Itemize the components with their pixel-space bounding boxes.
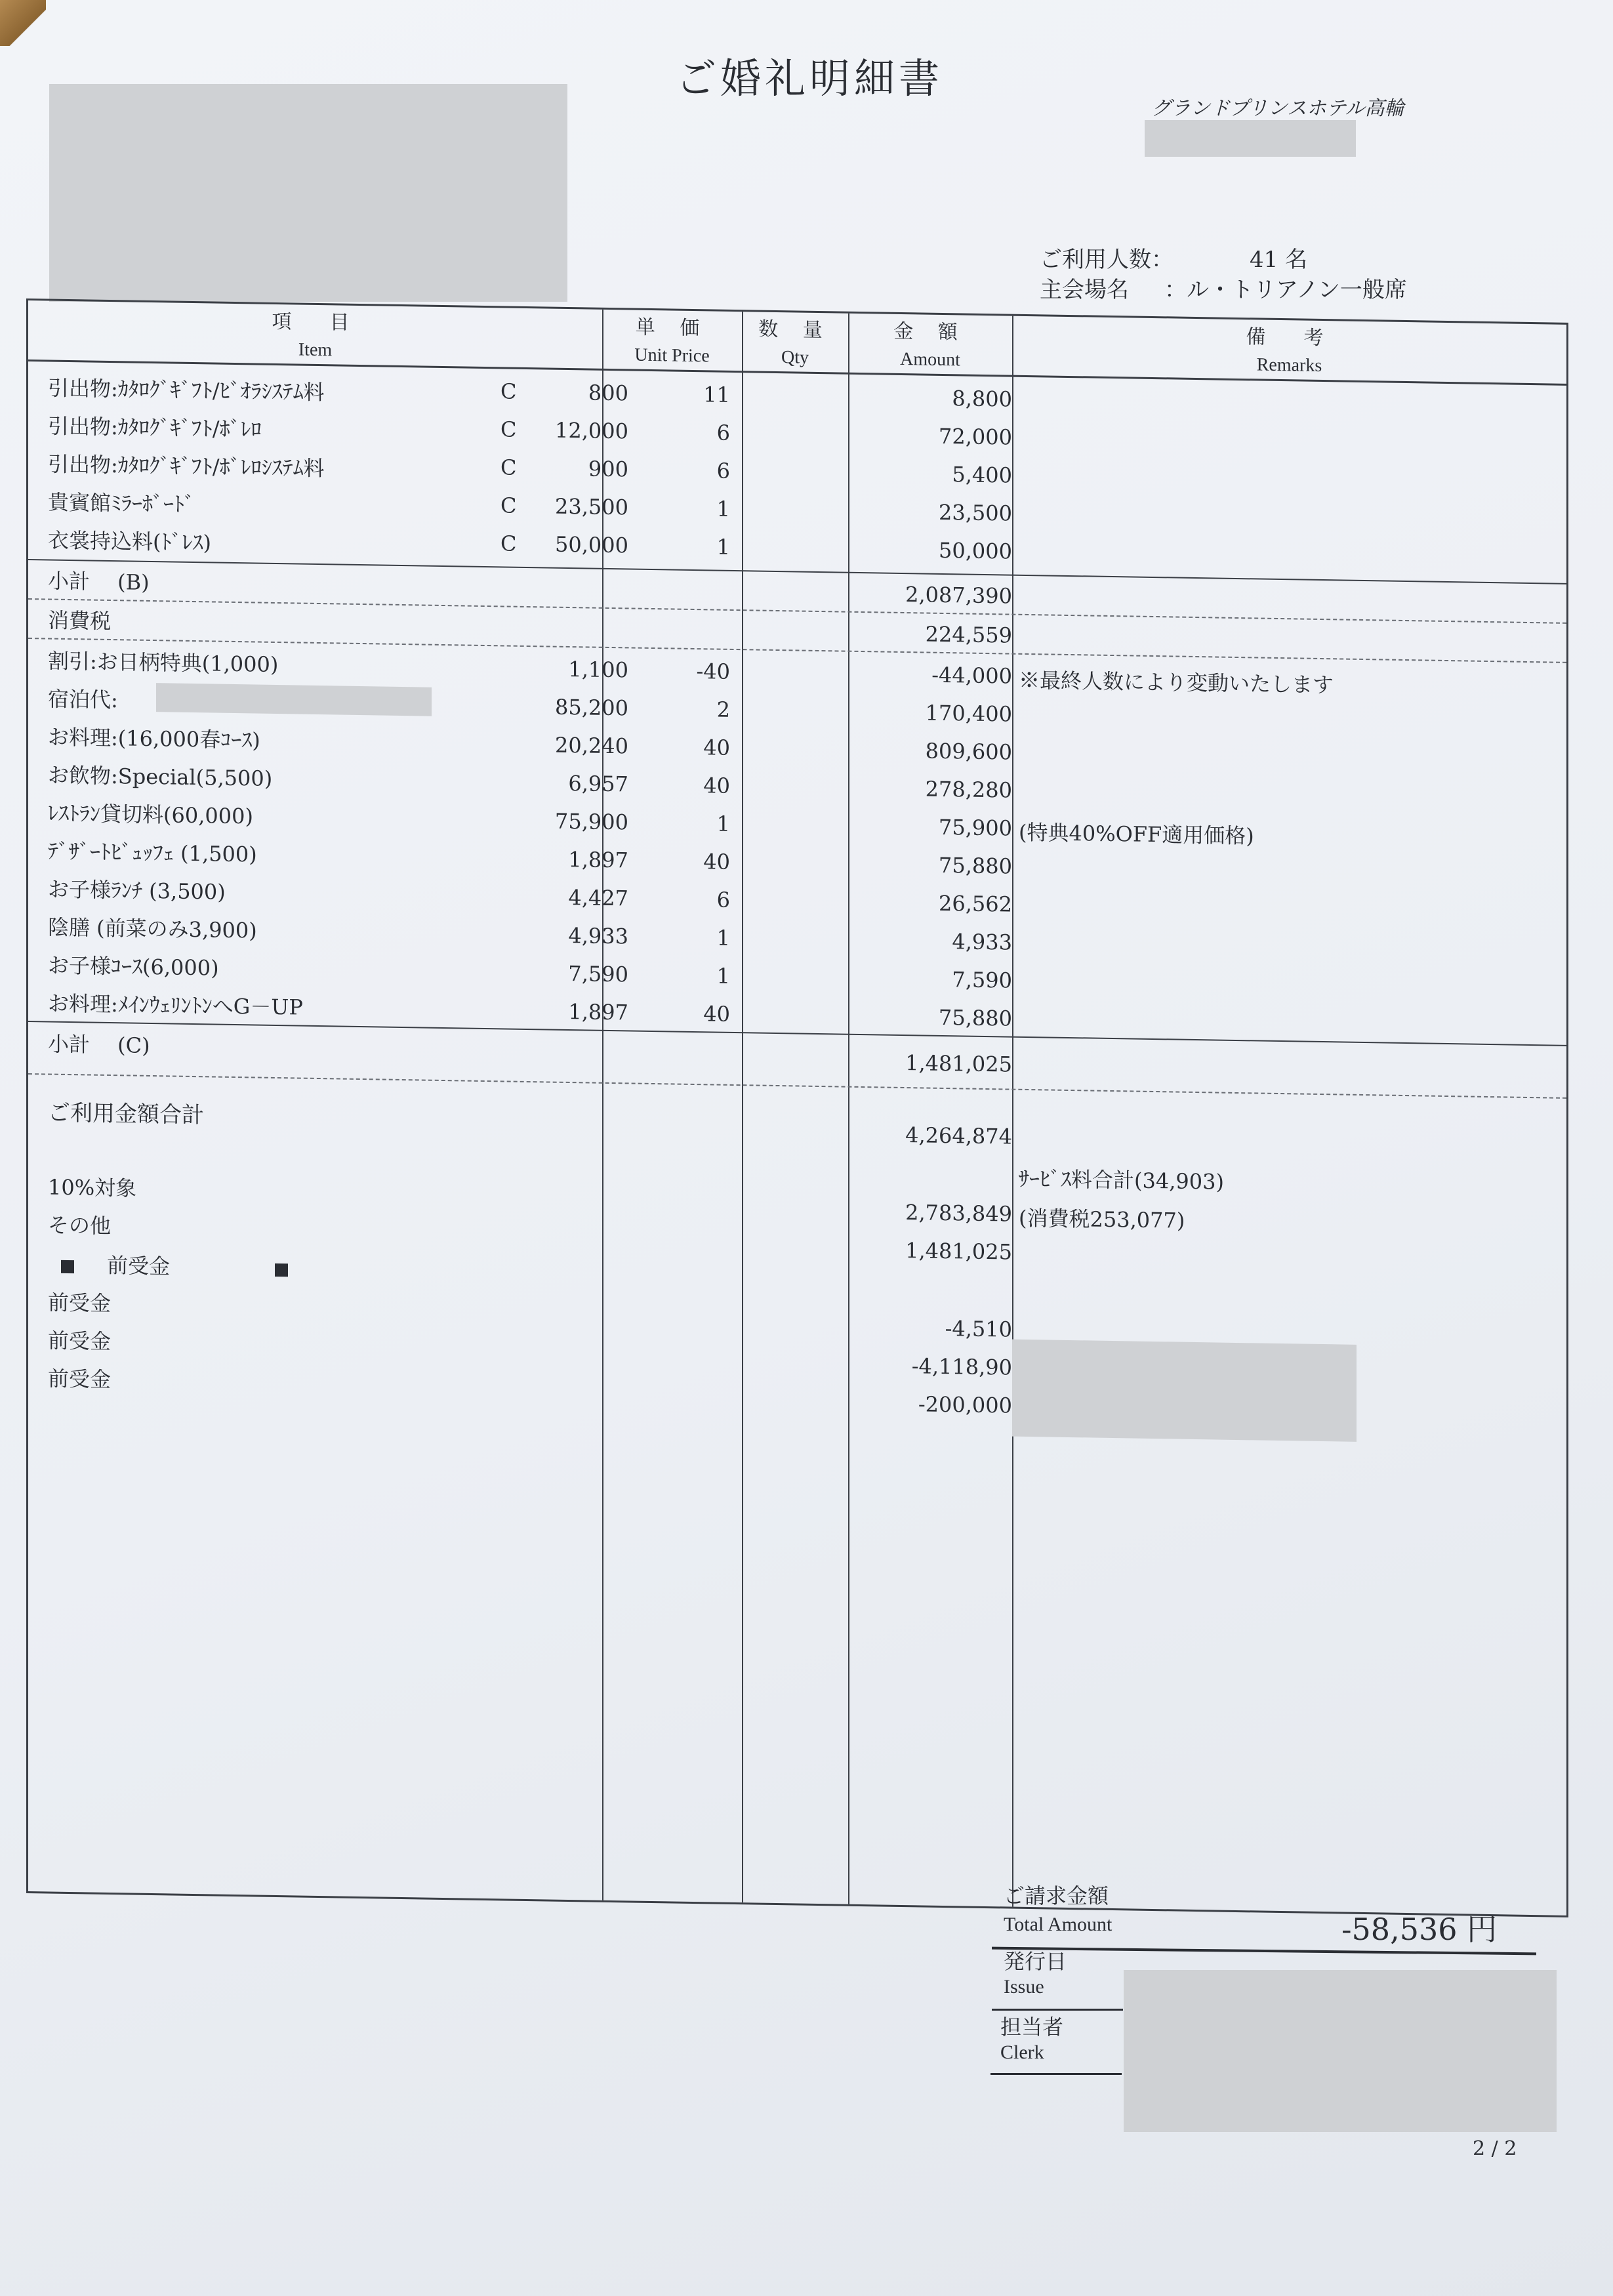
summary-row: 前受金: [28, 300, 1566, 325]
row-rule: [28, 1073, 1566, 1099]
clerk-label-en: Clerk: [1000, 2041, 1044, 2063]
checkbox-square-icon: [275, 1263, 288, 1276]
summary-row: 10%対象 2,783,849 (消費税253,077): [48, 1174, 1185, 1233]
col-divider-qty: [848, 314, 849, 1904]
issue-label-jp: 発行日: [1004, 1949, 1067, 1974]
row-rule: [28, 559, 1566, 584]
redacted-address-block: [49, 84, 567, 302]
table-row: お料理:(16,000春ｺｰｽ) 20,240 40 809,600: [48, 724, 1012, 765]
redacted-hotel-info: [1145, 120, 1356, 157]
guest-count-label: ご利用人数：: [1040, 247, 1174, 273]
redacted-payment-info: [1012, 1340, 1357, 1442]
billing-label-jp: ご請求金額: [1004, 1883, 1109, 1908]
checkbox-square-icon: [61, 1260, 74, 1273]
table-row: お料理:ﾒｲﾝｳｪﾘﾝﾄﾝへG－UP 1,897 40 75,880: [48, 991, 1012, 1031]
issue-label-en: Issue: [1004, 1976, 1044, 1998]
redacted-hotel-stay: [156, 683, 432, 716]
table-row: 割引:お日柄特典(1,000) 1,100 -40 -44,000 ※最終人数により変動いたします: [48, 648, 1334, 698]
header-unit-price: 単 価 Unit Price: [634, 316, 710, 367]
row-rule: [28, 1021, 1566, 1046]
hotel-name: グランドプリンスホテル高輪: [1151, 97, 1404, 120]
header-qty: 数 量 Qty: [758, 318, 832, 368]
guest-count-value: 41 名: [1250, 247, 1308, 273]
summary-row: ｻｰﾋﾞｽ料合計(34,903): [1019, 1166, 1224, 1195]
document-title: ご婚礼明細書: [676, 54, 944, 102]
summary-row: 前受金 -4,118,90: [48, 1328, 1012, 1380]
clerk-underline: [990, 2073, 1122, 2075]
clerk-label-jp: 担当者: [1000, 2015, 1064, 2040]
summary-row: 前受金 -4,510: [48, 1290, 1012, 1342]
col-divider-unit: [742, 312, 743, 1902]
table-row: ﾃﾞｻﾞｰﾄﾋﾞｭｯﾌｪ (1,500) 1,897 40 75,880: [48, 838, 1012, 879]
billing-label-en: Total Amount: [1004, 1914, 1113, 1935]
table-row: お飲物:Special(5,500) 6,957 40 278,280: [48, 762, 1012, 803]
table-row: 貴賓館ﾐﾗｰﾎﾞｰﾄﾞ C 23,500 1 23,500: [48, 489, 1012, 526]
table-surface-corner: [0, 0, 46, 46]
subtotal-c-row: 小計 (C) 1,481,025: [48, 1031, 1012, 1077]
billing-amount: -58,536 円: [1341, 1912, 1498, 1947]
summary-row: その他 1,481,025: [48, 1212, 1012, 1265]
table-row: お子様ﾗﾝﾁ (3,500) 4,427 6 26,562: [48, 876, 1012, 917]
table-row: 引出物:ｶﾀﾛｸﾞｷﾞﾌﾄ/ﾋﾞｵﾗｼｽﾃﾑ料 C 800 11 8,800: [48, 375, 1012, 412]
table-row: お子様ｺｰｽ(6,000) 7,590 1 7,590: [48, 953, 1012, 993]
summary-row: ご利用金額合計 4,264,874: [48, 1099, 1012, 1149]
venue-value: ：ル・トリアノン一般席: [1164, 277, 1407, 303]
header-amount: 金 額 Amount: [893, 319, 967, 371]
table-row: ﾚｽﾄﾗﾝ貸切料(60,000) 75,900 1 75,900 (特典40%OFF適用価格): [48, 800, 1254, 849]
header-item: 項 目 Item: [272, 310, 359, 361]
table-row: 陰膳 (前菜のみ3,900) 4,933 1 4,933: [48, 914, 1012, 955]
tax-row: 消費税 224,559: [48, 607, 1012, 648]
invoice-table: [26, 298, 1568, 1917]
table-row: 引出物:ｶﾀﾛｸﾞｷﾞﾌﾄ/ﾎﾞﾚﾛｼｽﾃﾑ料 C 900 6 5,400: [48, 451, 1012, 488]
venue-label: 主会場名: [1040, 277, 1129, 303]
row-rule: [28, 598, 1566, 624]
page-number: 2 / 2: [1473, 2137, 1517, 2160]
subtotal-b-row: 小計 (B) 2,087,390: [48, 568, 1012, 609]
table-row: 宿泊代: 85,200 2 170,400: [28, 300, 1566, 325]
redacted-issue-clerk: [1124, 1970, 1557, 2132]
summary-row: 前受金 -200,000: [48, 1366, 1012, 1418]
header-remarks: 備 考 Remarks: [1246, 325, 1333, 377]
table-row: 衣裳持込料(ﾄﾞﾚｽ) C 50,000 1 50,000: [48, 527, 1012, 564]
table-row: 引出物:ｶﾀﾛｸﾞｷﾞﾌﾄ/ﾎﾞﾚﾛ C 12,000 6 72,000: [48, 413, 1012, 450]
col-divider-amount: [1012, 316, 1013, 1907]
